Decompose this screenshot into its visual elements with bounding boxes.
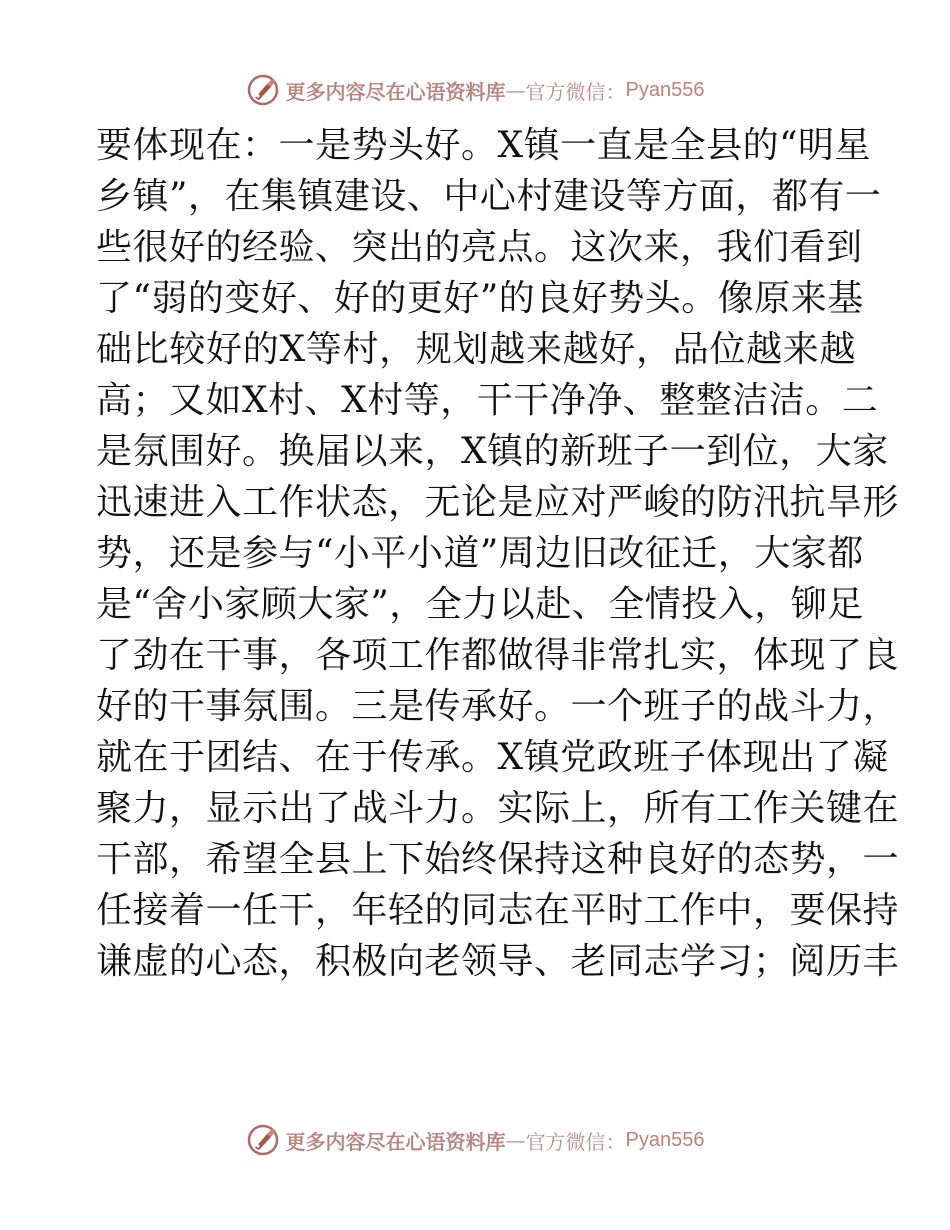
body-line: 任接着一任干，年轻的同志在平时工作中，要保持 [96, 890, 900, 931]
body-line: 聚力，显示出了战斗力。实际上，所有工作关键在 [96, 788, 900, 829]
document-body [96, 120, 900, 987]
body-line: 就在于团结、在于传承。X镇党政班子体现出了凝 [96, 737, 889, 778]
body-line: 是氛围好。换届以来，X镇的新班子一到位，大家 [96, 431, 889, 472]
body-line: 乡镇”，在集镇建设、中心村建设等方面，都有一 [96, 176, 882, 217]
body-line: 谦虚的心态，积极向老领导、老同志学习；阅历丰 [96, 941, 900, 982]
body-line: 了劲在干事，各项工作都做得非常扎实，体现了良 [96, 635, 900, 676]
watermark-wechat-id: Pyan556 [625, 78, 705, 101]
watermark-separator: — [505, 1128, 526, 1152]
watermark-label: 官方微信： [525, 79, 626, 104]
watermark-label: 官方微信： [525, 1129, 626, 1154]
watermark-wechat-id: Pyan556 [625, 1128, 705, 1151]
body-line: 干部，希望全县上下始终保持这种良好的态势，一 [96, 839, 900, 880]
fountain-pen-circle-logo-icon [246, 73, 280, 107]
body-line: 势，还是参与“小平小道”周边旧改征迁，大家都 [96, 533, 864, 574]
body-line: 些很好的经验、突出的亮点。这次来，我们看到 [96, 227, 863, 268]
body-line: 了“弱的变好、好的更好”的良好势头。像原来基 [96, 278, 864, 319]
body-line: 础比较好的X等村，规划越来越好，品位越来越 [96, 329, 856, 370]
body-line: 高；又如X村、X村等，干干净净、整整洁洁。二 [96, 380, 879, 421]
watermark-brand: 更多内容尽在心语资料库 [285, 1129, 506, 1154]
body-line: 好的干事氛围。三是传承好。一个班子的战斗力， [96, 686, 900, 727]
watermark-brand: 更多内容尽在心语资料库 [285, 79, 506, 104]
body-line: 要体现在：一是势头好。X镇一直是全县的“明星 [96, 125, 872, 166]
footer-watermark [0, 1120, 950, 1160]
header-watermark [0, 70, 950, 110]
watermark-separator: — [505, 78, 526, 102]
body-line: 迅速进入工作状态，无论是应对严峻的防汛抗旱形 [96, 482, 900, 523]
body-line: 是“舍小家顾大家”，全力以赴、全情投入，铆足 [96, 584, 864, 625]
fountain-pen-circle-logo-icon [246, 1123, 280, 1157]
